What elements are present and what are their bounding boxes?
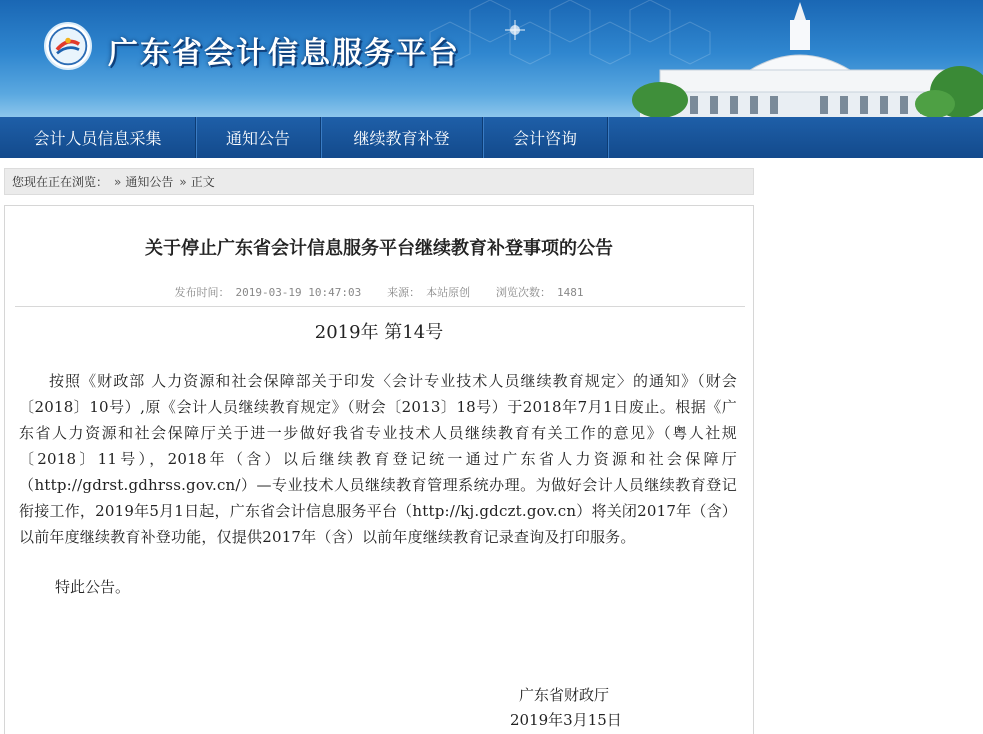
publish-time: 2019-03-19 10:47:03 bbox=[235, 286, 362, 299]
nav-item-info-collection[interactable]: 会计人员信息采集 bbox=[0, 117, 196, 158]
closing-statement: 特此公告。 bbox=[55, 578, 131, 596]
breadcrumb-current: 正文 bbox=[190, 175, 215, 189]
article-body: 按照《财政部 人力资源和社会保障部关于印发〈会计专业技术人员继续教育规定〉的通知》（财会〔2018〕10号）,原《会计人员继续教育规定》（财会〔2013〕18号）于2018年7月1日废止。根据《广东省人力资源和社会保障厅关于进一步做好我省专业技术人员继续教育有关工作的意见》（粤人社规〔2018〕11号），2018年（含）以后继续教育登记统一通过广东省人力资源和社会保障厅（http://gdrst.gdhrss.gov.cn/）—专业技术人员继续教育管理系统办理。为做好会计人员继续教育登记衔接工作，2019年5月1日起，广东省会计信息服务平台（http://kj.gdczt.gov.cn）将关闭2017年（含）以前年度继续教育补登功能，仅提供2017年（含）以前年度继续教育记录查询及打印服务。 bbox=[19, 372, 737, 546]
article-meta bbox=[5, 284, 753, 300]
government-building-illustration bbox=[620, 0, 983, 117]
view-count: 1481 bbox=[557, 286, 584, 299]
divider bbox=[15, 306, 745, 307]
source-label: 来源： bbox=[387, 286, 421, 299]
nav-item-education-registration[interactable]: 继续教育补登 bbox=[321, 117, 483, 158]
views-label: 浏览次数： bbox=[496, 286, 552, 299]
source: 本站原创 bbox=[426, 286, 471, 299]
accounting-logo-icon[interactable] bbox=[44, 22, 92, 70]
nav-item-notices[interactable]: 通知公告 bbox=[196, 117, 321, 158]
breadcrumb-separator: » bbox=[114, 174, 122, 189]
breadcrumb-prefix: 您现在正在浏览： bbox=[12, 175, 109, 189]
site-title: 广东省会计信息服务平台 bbox=[108, 36, 460, 71]
article-panel bbox=[4, 205, 754, 734]
nav-item-consulting[interactable]: 会计咨询 bbox=[483, 117, 608, 158]
header-banner bbox=[0, 0, 983, 117]
breadcrumb-separator: » bbox=[179, 174, 187, 189]
signer: 广东省财政厅 bbox=[519, 686, 610, 704]
breadcrumb-link-notices[interactable]: 通知公告 bbox=[125, 175, 174, 189]
breadcrumb bbox=[4, 168, 754, 195]
article-title: 关于停止广东省会计信息服务平台继续教育补登事项的公告 bbox=[145, 238, 613, 259]
sign-date: 2019年3月15日 bbox=[510, 711, 622, 729]
publish-time-label: 发布时间： bbox=[174, 286, 230, 299]
main-nav bbox=[0, 117, 983, 158]
document-number: 2019年 第14号 bbox=[314, 322, 444, 343]
